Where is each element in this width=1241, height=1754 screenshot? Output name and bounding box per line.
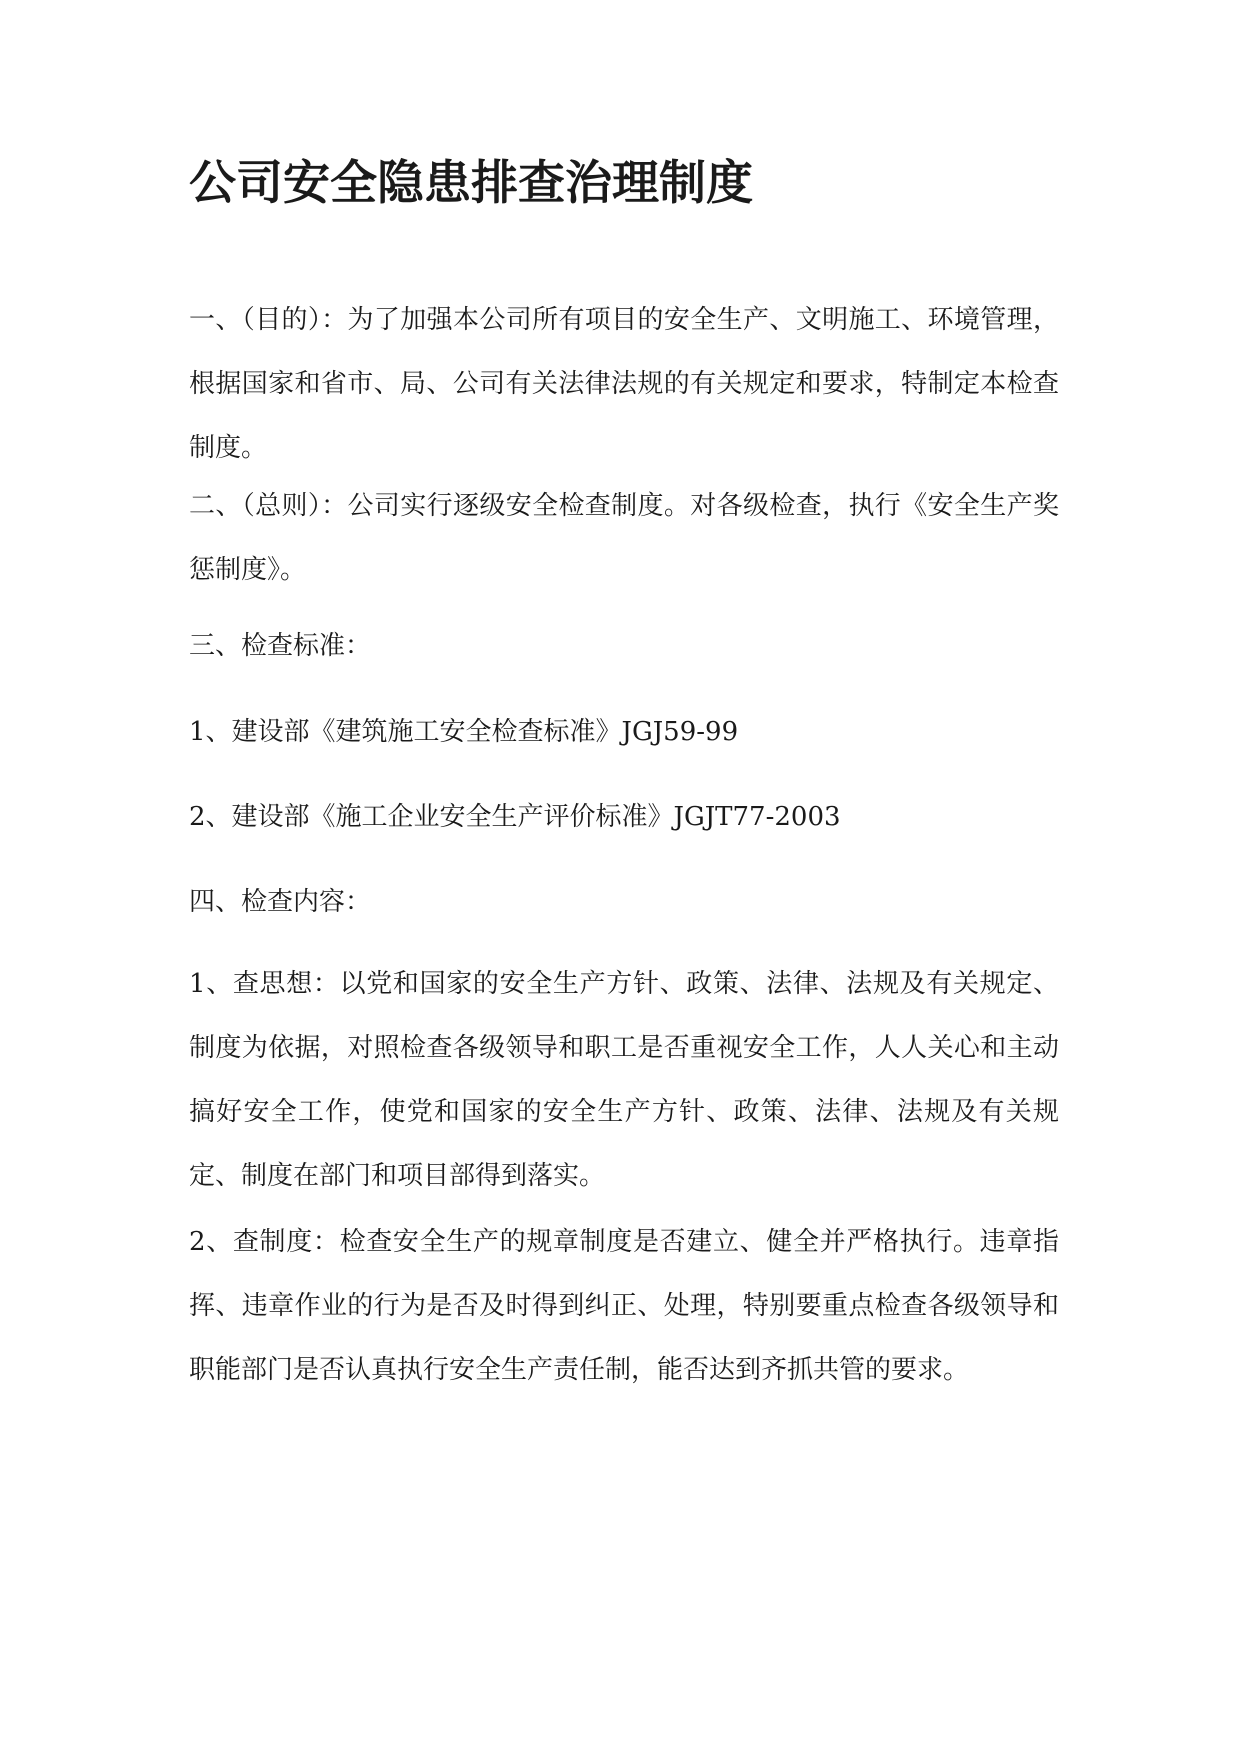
standard-item-2: 2、建设部《施工企业安全生产评价标准》JGJT77-2003 <box>189 802 841 832</box>
content-item-system: 2、查制度：检查安全生产的规章制度是否建立、健全并严格执行。违章指挥、违章作业的行为是否及时得到纠正、处理，特别要重点检查各级领导和职能部门是否认真执行安全生产责任制，能否达到齐抓共管的要求。 <box>189 1227 1059 1385</box>
heading-inspection-content: 四、检查内容： <box>189 887 372 917</box>
heading-inspection-standards: 三、检查标准： <box>189 631 372 661</box>
content-item-thought: 1、查思想：以党和国家的安全生产方针、政策、法律、法规及有关规定、制度为依据，对照检查各级领导和职工是否重视安全工作，人人关心和主动搞好安全工作，使党和国家的安全生产方针、政策、法律、法规及有关规定、制度在部门和项目部得到落实。 <box>189 969 1059 1191</box>
document-title: 公司安全隐患排查治理制度 <box>189 156 753 211</box>
paragraph-general-rule: 二、（总则）：公司实行逐级安全检查制度。对各级检查，执行《安全生产奖惩制度》。 <box>189 491 1059 585</box>
paragraph-purpose: 一、（目的）：为了加强本公司所有项目的安全生产、文明施工、环境管理，根据国家和省市、局、公司有关法律法规的有关规定和要求，特制定本检查制度。 <box>189 305 1059 463</box>
standard-item-1: 1、建设部《建筑施工安全检查标准》JGJ59-99 <box>189 717 739 747</box>
